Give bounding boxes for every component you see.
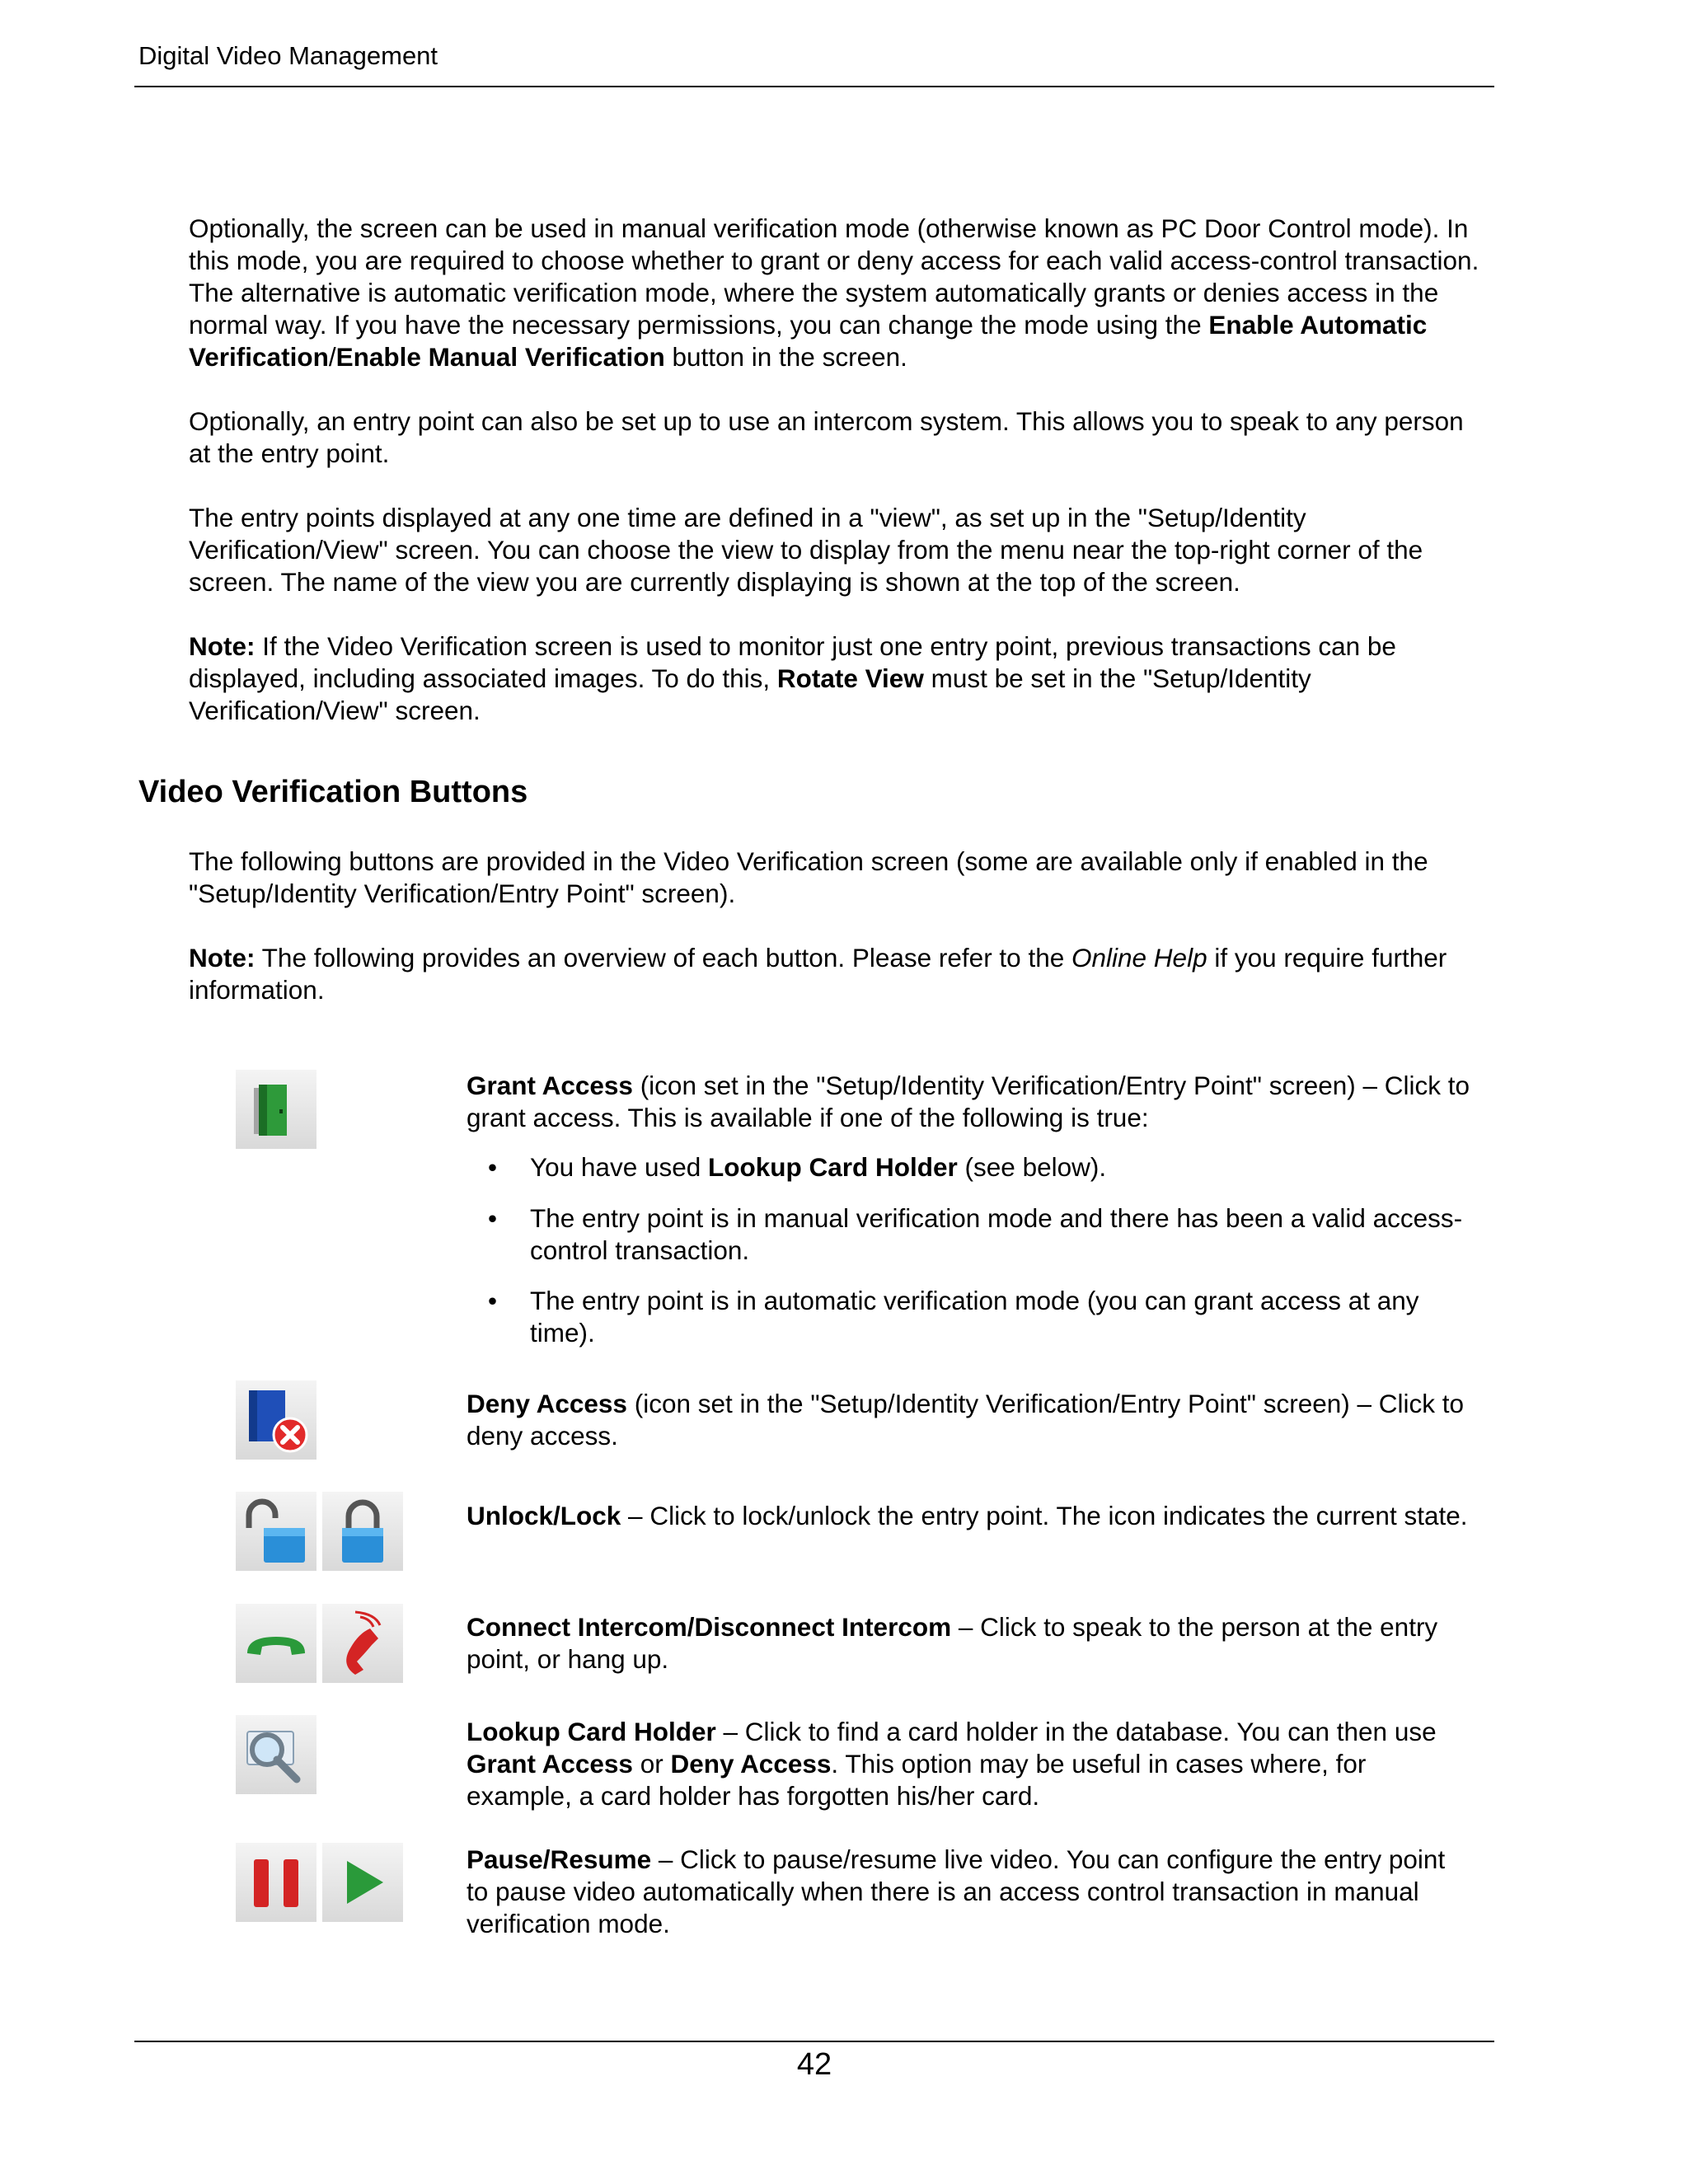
pause-resume-title: Pause/Resume [467,1844,652,1874]
note-online-help: Note: The following provides an overview of each button. Please refer to the Online Help if you require further information. [189,943,1447,1005]
page-header-title: Digital Video Management [138,41,438,70]
header-rule [134,86,1494,87]
grant-access-title: Grant Access [467,1071,633,1100]
grant-access-icon [236,1070,316,1149]
lookup-card-holder-title: Lookup Card Holder [467,1717,716,1746]
grant-bullet-manual: • The entry point is in manual verification mode and there has been a valid access-control transaction. [488,1203,1463,1265]
intro-paragraph-intercom: Optionally, an entry point can also be set up to use an intercom system. This allows you to speak to any person at the entry point. [189,406,1464,468]
connect-intercom-icon [236,1604,316,1683]
intercom-title: Connect Intercom/Disconnect Intercom [467,1612,952,1642]
lookup-card-holder-description: Lookup Card Holder – Click to find a card holder in the database. You can then use Grant Access or Deny Access. This option may be useful in cases where, for example, a card holder has forgotten his/her card. [467,1717,1437,1811]
intro-paragraph-mode: Optionally, the screen can be used in manual verification mode (otherwise known as PC Door Control mode). In this mode, you are required to choose whether to grant or deny access for each valid access-control transaction. The alternative is automatic verification mode, where the system automatically grants or denies access in the normal way. If you have the necessary permissions, you can change the mode using the Enable Automatic Verification/Enable Manual Verification button in the screen. [189,213,1479,372]
deny-access-icon [236,1380,316,1460]
pause-resume-description: Pause/Resume – Click to pause/resume live video. You can configure the entry point to pause video automatically when there is an access control transaction in manual verification mode. [467,1844,1446,1938]
lock-description: Unlock/Lock – Click to lock/unlock the entry point. The icon indicates the current state. [467,1501,1468,1530]
online-help-reference: Online Help [1071,943,1207,972]
section-intro-paragraph: The following buttons are provided in the Video Verification screen (some are available only if enabled in the "Setup/Identity Verification/Entry Point" screen). [189,846,1428,908]
lookup-card-holder-icon [236,1715,316,1794]
disconnect-intercom-icon [322,1604,403,1683]
resume-icon [322,1843,403,1922]
unlock-lock-title: Unlock/Lock [467,1501,621,1530]
unlock-icon [236,1492,316,1571]
rotate-view-label: Rotate View [776,663,924,693]
footer-rule [134,2041,1494,2042]
page-number: 42 [796,2047,832,2082]
deny-access-title: Deny Access [467,1389,627,1418]
intro-paragraph-view: The entry points displayed at any one time are defined in a "view", as set up in the "Setup/Identity Verification/View" screen. You can choose the view to display from the menu near the top-right corner of the screen. The name of the view you are currently displaying is shown at the top of the screen. [189,503,1423,597]
enable-manual-verification-label: Enable Manual Verification [335,342,665,372]
enable-automatic-verification-label: Enable Automatic Verification [189,310,1428,372]
grant-bullet-lookup: • You have used Lookup Card Holder (see below). [488,1152,1107,1182]
lock-icon [322,1492,403,1571]
intercom-description: Connect Intercom/Disconnect Intercom – Click to speak to the person at the entry point, or hang up. [467,1612,1438,1674]
grant-access-description: Grant Access (icon set in the "Setup/Identity Verification/Entry Point" screen) – Click to grant access. This is available if one of the following is true: [467,1071,1470,1132]
section-heading: Video Verification Buttons [138,775,528,809]
deny-access-description: Deny Access (icon set in the "Setup/Identity Verification/Entry Point" screen) – Click to deny access. [467,1389,1465,1451]
grant-bullet-automatic: • The entry point is in automatic verification mode (you can grant access at any time). [488,1286,1419,1347]
pause-icon [236,1843,316,1922]
note-rotate-view: Note: If the Video Verification screen is used to monitor just one entry point, previous transactions can be displayed, including associated images. To do this, Rotate View must be set in the "Setup/Identity Verification/View" screen. [189,631,1396,725]
